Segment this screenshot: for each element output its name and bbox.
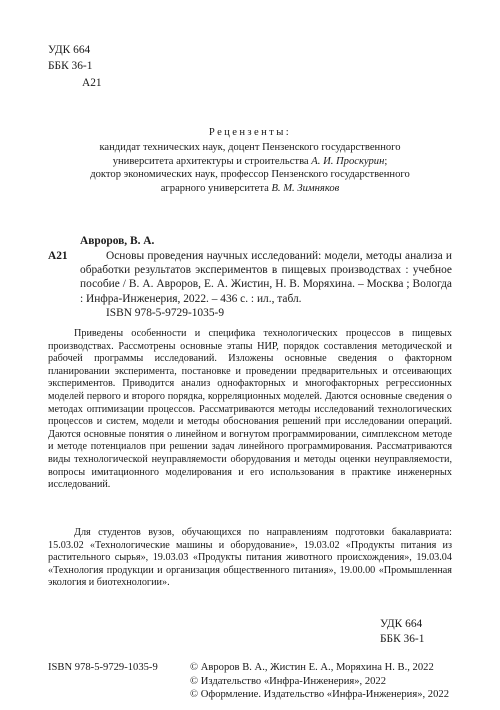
reviewers-heading: Рецензенты: xyxy=(208,127,292,138)
isbn-bottom: ISBN 978-5-9729-1035-9 xyxy=(48,662,158,673)
copyright-block xyxy=(190,661,460,702)
reviewer-1-name: А. И. Проскурин xyxy=(311,155,385,167)
annotation-paragraph-1: Приведены особенности и специфика технологических процессов в пищевых производствах. Рассмотрены основные этапы НИР, порядок составления методической и рабочей программы исследований. Изложены основные сведения о факторном планировании эксперимента, постановке и проведении предварительных и отсеивающих экспериментов. Приводится анализ однофакторных и многофакторных регрессионных моделей первого и второго порядка, корреляционных моделей. Даются основные сведения о методах оптимизации процессов. Рассматриваются методы исследований технологических процессов и систем, модели и методы обоснования решений при исследовании операций. Даются основные понятия о линейном и вогнутом программировании, симплексном методе и методе потенциалов при решении задач линейного программирования. Рассматриваются виды технологической неуправляемости оборудования и методы оценки неуправляемости, вопросы имитационного моделирования и его использования в практике инженерных исследований. xyxy=(48,328,452,491)
reviewers-block xyxy=(72,141,428,195)
author-mark-top: А21 xyxy=(82,77,102,89)
copyright-design: © Оформление. Издательство «Инфра-Инженерия», 2022 xyxy=(190,689,449,701)
udk-code-top: УДК 664 xyxy=(48,44,91,56)
annotation-paragraph-2: Для студентов вузов, обучающихся по направлениям подготовки бакалавриата: 15.03.02 «Технологические машины и оборудование», 19.03.02 «Продукты питания из растительного сырья», 19.03.03 «Продукты питания животного происхождения», 19.03.04 «Технология продукции и организация общественного питания», 19.00.00 «Промышленная экология и биотехнологии». xyxy=(48,527,452,589)
reviewer-2 xyxy=(72,168,428,195)
catalog-isbn: ISBN 978-5-9729-1035-9 xyxy=(106,307,225,319)
reviewer-2-name: В. М. Зимняков xyxy=(271,182,340,194)
reviewer-2-credentials: доктор экономических наук, профессор Пензенского государственного аграрного университета xyxy=(90,169,410,194)
bbk-code-top: ББК 36-1 xyxy=(48,60,93,72)
copyright-authors: © Авроров В. А., Жистин Е. А., Моряхина Н. В., 2022 xyxy=(190,662,434,673)
reviewer-1-credentials: кандидат технических наук, доцент Пензенского государственного университета архитектуры и строительства xyxy=(99,142,401,167)
udk-code-bottom: УДК 664 xyxy=(380,618,423,630)
copyright-publisher: © Издательство «Инфра-Инженерия», 2022 xyxy=(190,675,387,687)
reviewer-1: кандидат технических наук, доцент Пензенского государственного университета архитектуры и строительства А. И. Проскурин; xyxy=(99,142,401,167)
catalog-description: Основы проведения научных исследований: модели, методы анализа и обработки результатов экспериментов в пищевых производствах : учебное пособие / В. А. Авроров, Е. А. Жистин, Н. В. Моряхина. – Москва ; Вологда : Инфра-Инженерия, 2022. – 436 с. : ил., табл. xyxy=(80,250,452,305)
catalog-author-mark: А21 xyxy=(48,250,68,262)
catalog-author: Авроров, В. А. xyxy=(80,235,155,247)
bbk-code-bottom: ББК 36-1 xyxy=(380,633,425,645)
